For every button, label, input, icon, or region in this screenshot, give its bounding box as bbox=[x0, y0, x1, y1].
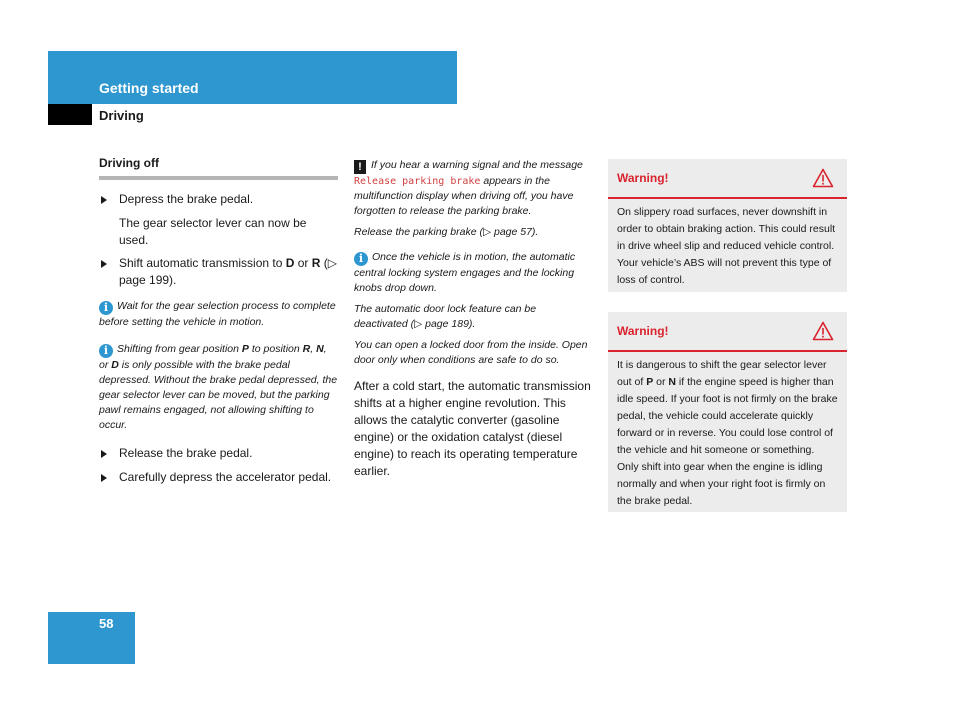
caution-note: ! If you hear a warning signal and the message Release parking brake appears in the multifunction display when driving off, you have forgotten to release the parking brake. bbox=[354, 159, 583, 217]
warning-text: It is dangerous to shift the gear selector lever out of P or N if the engine speed is higher than idle speed. If your foot is not firmly on the brake pedal, the vehicle could accelerate quickly forward or in reverse. You could lose control of the vehicle and hit someone or something. Only shift into gear when the engine is idling normally and when your right foot is firmly on the brake pedal. bbox=[617, 359, 838, 507]
page-number: 58 bbox=[99, 616, 114, 631]
bullet-arrow-icon bbox=[101, 260, 107, 268]
info-note: i Shifting from gear position P to position R, N, or D is only possible with the brake pedal depressed. Without the brake pedal depressed, the gear selector lever can be moved, but the parking pawl remains engaged, not allowing shifting to occur. bbox=[99, 343, 338, 431]
info-note: i Once the vehicle is in motion, the automatic central locking system engages and the locking knobs drop down. bbox=[354, 251, 576, 294]
subsection-title: Driving bbox=[99, 108, 144, 123]
warning-title: Warning! bbox=[617, 324, 669, 338]
door-lock-note: The automatic door lock feature can be deactivated (▷ page 189). bbox=[354, 303, 537, 330]
info-icon: i bbox=[99, 344, 113, 358]
cold-start-paragraph: After a cold start, the automatic transmission shifts at a higher engine revolution. This allows the catalytic converter (gasoline engine) or the oxidation catalyst (diesel engine) to reach its operating temperature earlier. bbox=[354, 379, 591, 478]
section-heading: Driving off bbox=[99, 155, 338, 180]
step-release-brake: Release the brake pedal. bbox=[99, 445, 338, 462]
warning-triangle-icon bbox=[812, 168, 834, 193]
column-middle bbox=[354, 158, 592, 480]
info-icon: i bbox=[354, 252, 368, 266]
door-open-note: You can open a locked door from the inside. Open door only when conditions are safe to do so. bbox=[354, 339, 588, 366]
bullet-arrow-icon bbox=[101, 196, 107, 204]
column-left bbox=[99, 155, 338, 493]
step-depress-brake: Depress the brake pedal. bbox=[99, 191, 338, 208]
section-tab-marker bbox=[48, 104, 92, 125]
warning-title: Warning! bbox=[617, 171, 669, 185]
warning-box bbox=[608, 159, 847, 292]
display-message: Release parking brake bbox=[354, 176, 481, 187]
page-number-box bbox=[48, 612, 135, 664]
header-bar bbox=[48, 51, 457, 104]
warning-header bbox=[608, 159, 847, 199]
warning-text: On slippery road surfaces, never downshift in order to obtain braking action. This could result in drive wheel slip and reduced vehicle control. Your vehicle’s ABS will not prevent this type of loss of control. bbox=[617, 206, 836, 286]
bullet-arrow-icon bbox=[101, 450, 107, 458]
step-shift-transmission: Shift automatic transmission to D or R (▷ page 199). bbox=[99, 255, 338, 289]
exclamation-icon: ! bbox=[354, 160, 366, 174]
section-title: Getting started bbox=[99, 80, 199, 96]
warning-box bbox=[608, 312, 847, 512]
step-result: The gear selector lever can now be used. bbox=[119, 216, 307, 247]
info-note: i Wait for the gear selection process to complete before setting the vehicle in motion. bbox=[99, 300, 336, 328]
warning-triangle-icon bbox=[812, 321, 834, 346]
bullet-arrow-icon bbox=[101, 474, 107, 482]
info-icon: i bbox=[99, 301, 113, 315]
step-depress-accelerator: Carefully depress the accelerator pedal. bbox=[99, 469, 338, 486]
release-note: Release the parking brake (▷ page 57). bbox=[354, 226, 539, 238]
warning-header bbox=[608, 312, 847, 352]
